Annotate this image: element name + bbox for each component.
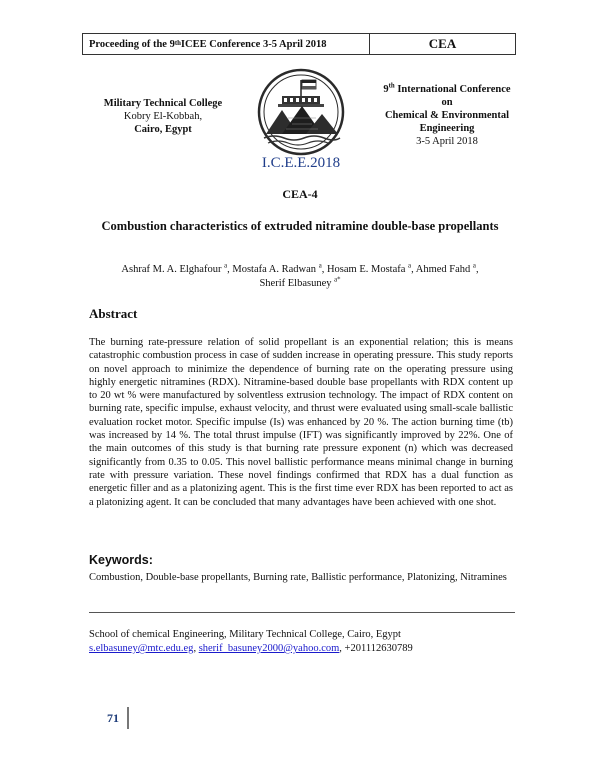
conference-code: CEA [428,36,457,51]
conference-line-3: Chemical & Environmental [384,110,510,121]
author-name: Ashraf M. A. Elghafour [121,264,222,275]
conference-number-sup: th [388,82,395,90]
contact-line [89,642,519,656]
phone-number: , +201112630789 [339,643,413,654]
abstract-body: The burning rate-pressure relation of solid propellant is an exponential relation; this is means catastrophic combustion process in case of sudden increase in operating pressure. This study reports on novel approach to minimize the dependence of burning rate on the operating pressure using highly energetic nitramines (RDX). Nitramine-based double base propellants with RDX content up to 20 wt % were manufactured by solventless extrusion technology. The impact of RDX content on burning rate, specific impulse, exhaust velocity, and thrust were evaluated using small-scale ballistic evaluation rocket motor. Specific impulse (Is) was enhanced by 20 %. The action burning time (tb) was increased by 14 %. The total thrust impulse (IFT) was significantly improved by 22%. One of the main outcomes of this study is that burning rate pressure exponent (n) which was decreased significantly from 0.35 to 0.05. This novel ballistic performance means minimal change in burning rate with pressure variation. These novel findings confirmed that RDX has a dual function as energetic filler and as a platonizing agent. This is the first time ever RDX has been reported to act as a platonizing agent. It can be concluded that many advantages have been achieved with one shot. [89,337,513,508]
author-separator: , [411,264,416,275]
footnote-divider [89,612,515,613]
email-link-mtc[interactable]: s.elbasuney@mtc.edu.eg [89,643,194,654]
paper-id: CEA-4 [282,187,318,201]
college-district: Kobry El-Kobbah, [123,111,203,122]
running-header [82,33,516,55]
keywords-heading: Keywords: [89,553,153,567]
author-separator: , [475,264,479,275]
author-separator: , [227,264,233,275]
conference-info [358,83,536,148]
author-separator: , [321,264,327,275]
conference-line-1-rest: International Conference [394,84,511,95]
conference-number: 9 [383,84,389,95]
author-name: Sherif Elbasuney [259,278,332,289]
author-affiliation: a [224,262,228,270]
author-affiliation: a [472,262,476,270]
author-name: Hosam E. Mostafa [326,264,406,275]
proceeding-suffix: ICEE Conference 3-5 April 2018 [180,38,327,50]
author-name: Mostafa A. Radwan [232,264,317,275]
conference-line-1 [358,83,536,96]
page-number-rule [127,707,129,729]
logo-caption: I.C.E.E.2018 [261,155,341,171]
author-affiliation: a [408,262,412,270]
author-list [90,263,510,291]
corresponding-author-mark: * [337,276,341,284]
author-affiliation: a [334,276,338,284]
email-link-yahoo[interactable]: sherif_basuney2000@yahoo.com [198,643,340,654]
keywords-body: Combustion, Double-base propellants, Burning rate, Ballistic performance, Platonizing, Nitramines [89,572,507,583]
college-info [82,97,244,136]
paper-title: Combustion characteristics of extruded nitramine double-base propellants [101,219,499,233]
conference-logo [248,68,354,172]
conference-line-2: on [441,97,453,108]
author-affiliation: a [318,262,322,270]
author-name: Ahmed Fahd [415,264,471,275]
logo-building-icon [278,96,324,107]
proceeding-prefix: Proceeding of the 9 [89,38,175,50]
email-separator: , [193,643,199,654]
abstract-heading: Abstract [89,306,138,321]
proceeding-title: Proceeding of the 9 th ICEE Conference 3-5 April 2018 [83,34,370,54]
affiliation-footnote: School of chemical Engineering, Military Technical College, Cairo, Egypt [89,629,401,640]
conference-dates: 3-5 April 2018 [416,136,478,147]
conference-line-4: Engineering [419,123,475,134]
college-city: Cairo, Egypt [134,124,192,135]
page-number: 71 [107,711,119,725]
college-name: Military Technical College [103,98,223,109]
